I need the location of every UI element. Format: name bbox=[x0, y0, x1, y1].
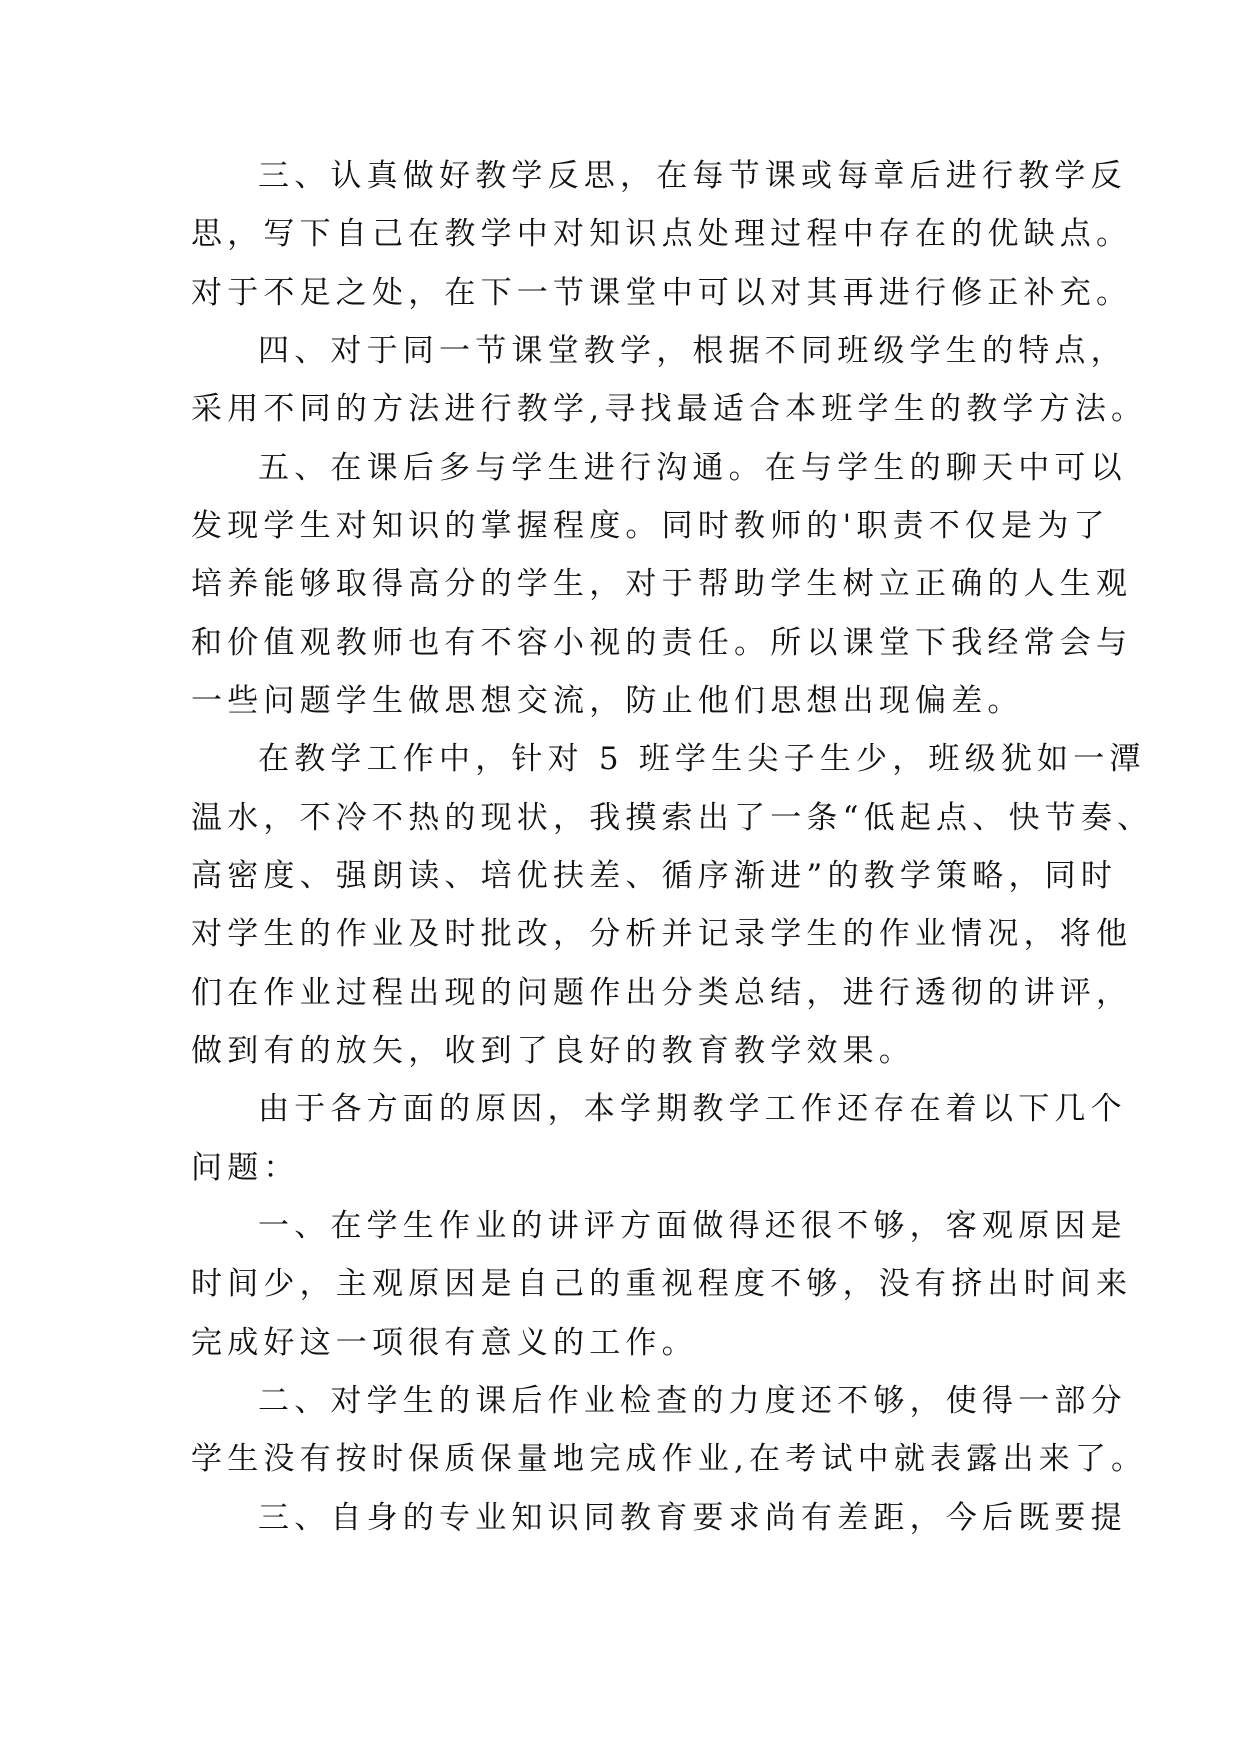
text-line: 采用不同的方法进行教学,寻找最适合本班学生的教学方法。 bbox=[191, 391, 1148, 427]
text-line: 培养能够取得高分的学生，对于帮助学生树立正确的人生观 bbox=[191, 566, 1133, 602]
text-line: 完成好这一项很有意义的工作。 bbox=[191, 1325, 698, 1361]
text-line: 做到有的放矢，收到了良好的教育教学效果。 bbox=[191, 1033, 915, 1069]
text-line: 对学生的作业及时批改，分析并记录学生的作业情况，将他 bbox=[191, 916, 1133, 952]
text-line: 三、自身的专业知识同教育要求尚有差距，今后既要提 bbox=[258, 1500, 1127, 1536]
text-line: 时间少，主观原因是自己的重视程度不够，没有挤出时间来 bbox=[191, 1266, 1133, 1302]
text-line: 思，写下自己在教学中对知识点处理过程中存在的优缺点。 bbox=[191, 216, 1133, 252]
text-line: 对于不足之处，在下一节课堂中可以对其再进行修正补充。 bbox=[191, 275, 1133, 311]
text-line: 三、认真做好教学反思，在每节课或每章后进行教学反 bbox=[258, 158, 1127, 194]
text-line: 问题： bbox=[191, 1150, 300, 1186]
text-line: 高密度、强朗读、培优扶差、循序渐进”的教学策略，同时 bbox=[191, 858, 1118, 894]
text-line: 发现学生对知识的掌握程度。同时教师的'职责不仅是为了 bbox=[191, 508, 1110, 544]
text-line: 在教学工作中，针对 5 班学生尖子生少，班级犹如一潭 bbox=[258, 741, 1146, 777]
text-line: 二、对学生的课后作业检查的力度还不够，使得一部分 bbox=[258, 1383, 1127, 1419]
text-line: 和价值观教师也有不容小视的责任。所以课堂下我经常会与 bbox=[191, 625, 1133, 661]
text-line: 四、对于同一节课堂教学，根据不同班级学生的特点， bbox=[258, 333, 1127, 369]
text-line: 们在作业过程出现的问题作出分类总结，进行透彻的讲评， bbox=[191, 975, 1133, 1011]
text-line: 学生没有按时保质保量地完成作业,在考试中就表露出来了。 bbox=[191, 1441, 1148, 1477]
text-line: 温水，不冷不热的现状，我摸索出了一条“低起点、快节奏、 bbox=[191, 800, 1154, 836]
text-line: 一些问题学生做思想交流，防止他们思想出现偏差。 bbox=[191, 683, 1024, 719]
text-line: 由于各方面的原因，本学期教学工作还存在着以下几个 bbox=[258, 1091, 1127, 1127]
text-line: 一、在学生作业的讲评方面做得还很不够，客观原因是 bbox=[258, 1208, 1127, 1244]
text-line: 五、在课后多与学生进行沟通。在与学生的聊天中可以 bbox=[258, 450, 1127, 486]
